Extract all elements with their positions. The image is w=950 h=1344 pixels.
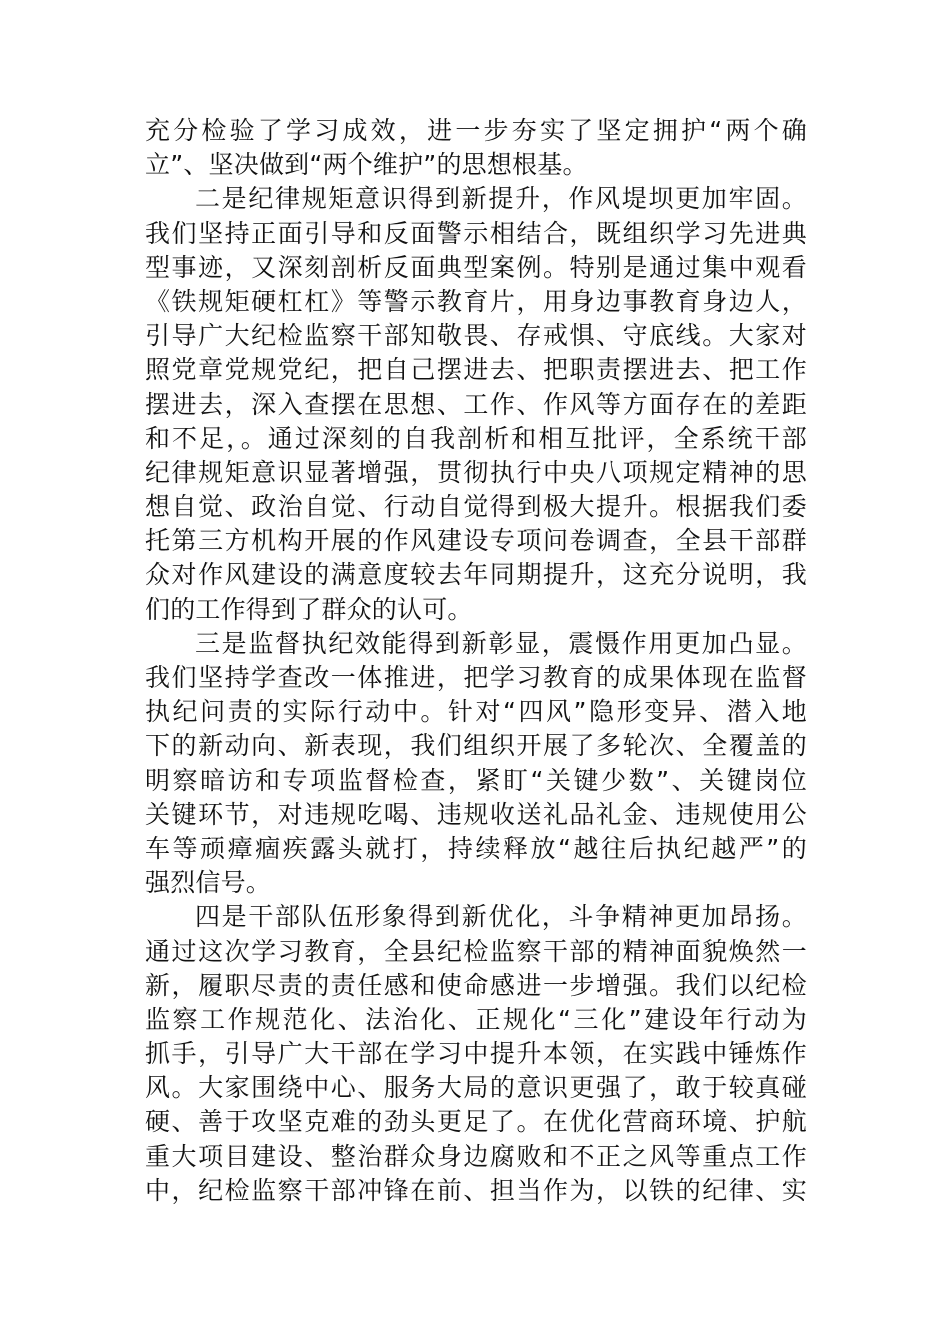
text-line: 监察工作规范化、法治化、正规化“三化”建设年行动为 — [145, 1004, 807, 1034]
body-text — [145, 114, 807, 1208]
text-line: 我们坚持正面引导和反面警示相结合，既组织学习先进典 — [145, 218, 807, 248]
text-line: 纪律规矩意识显著增强，贯彻执行中央八项规定精神的思 — [145, 457, 807, 487]
text-line: 我们坚持学查改一体推进，把学习教育的成果体现在监督 — [145, 663, 807, 692]
text-line: 执纪问责的实际行动中。针对“四风”隐形变异、潜入地 — [145, 697, 807, 727]
text-line: 们的工作得到了群众的认可。 — [145, 594, 473, 624]
text-line: 摆进去，深入查摆在思想、工作、作风等方面存在的差距 — [145, 389, 807, 419]
text-line: 明察暗访和专项监督检查，紧盯“关键少数”、关键岗位 — [145, 765, 807, 795]
text-line: 车等顽瘴痼疾露头就打，持续释放“越往后执纪越严”的 — [145, 833, 807, 863]
paragraph-heading-line: 二是纪律规矩意识得到新提升，作风堤坝更加牢固。 — [195, 184, 807, 214]
paragraph-heading-line: 四是干部队伍形象得到新优化，斗争精神更加昂扬。 — [195, 902, 807, 932]
text-line: 强烈信号。 — [145, 868, 272, 898]
text-line: 想自觉、政治自觉、行动自觉得到极大提升。根据我们委 — [145, 492, 807, 522]
text-line: 抓手，引导广大干部在学习中提升本领，在实践中锤炼作 — [145, 1039, 807, 1069]
text-line: 新，履职尽责的责任感和使命感进一步增强。我们以纪检 — [145, 970, 807, 1000]
text-line: 型事迹，又深刻剖析反面典型案例。特别是通过集中观看 — [145, 252, 807, 282]
text-line: 和不足，。通过深刻的自我剖析和相互批评，全系统干部 — [145, 423, 807, 453]
text-line: 硬、善于攻坚克难的劲头更足了。在优化营商环境、护航 — [145, 1107, 807, 1137]
text-line: 下的新动向、新表现，我们组织开展了多轮次、全覆盖的 — [145, 731, 807, 761]
text-line: 立”、坚决做到“两个维护”的思想根基。 — [145, 150, 588, 180]
text-line: 中，纪检监察干部冲锋在前、担当作为，以铁的纪律、实 — [145, 1175, 807, 1205]
text-line: 关键环节，对违规吃喝、违规收送礼品礼金、违规使用公 — [145, 799, 807, 829]
text-line: 照党章党规党纪，把自己摆进去、把职责摆进去、把工作 — [145, 355, 807, 385]
text-line: 重大项目建设、整治群众身边腐败和不正之风等重点工作 — [145, 1141, 807, 1171]
paragraph-heading-line: 三是监督执纪效能得到新彰显，震慑作用更加凸显。 — [195, 628, 807, 658]
text-line: 通过这次学习教育，全县纪检监察干部的精神面貌焕然一 — [145, 936, 807, 966]
text-line: 托第三方机构开展的作风建设专项问卷调查，全县干部群 — [145, 526, 807, 556]
text-line: 引导广大纪检监察干部知敬畏、存戒惧、守底线。大家对 — [145, 321, 807, 351]
text-line: 充分检验了学习成效，进一步夯实了坚定拥护“两个确 — [145, 116, 807, 145]
text-line: 风。大家围绕中心、服务大局的意识更强了，敢于较真碰 — [145, 1073, 807, 1103]
text-line: 众对作风建设的满意度较去年同期提升，这充分说明，我 — [145, 560, 807, 590]
text-line: 《铁规矩硬杠杠》等警示教育片，用身边事教育身边人， — [145, 286, 807, 316]
